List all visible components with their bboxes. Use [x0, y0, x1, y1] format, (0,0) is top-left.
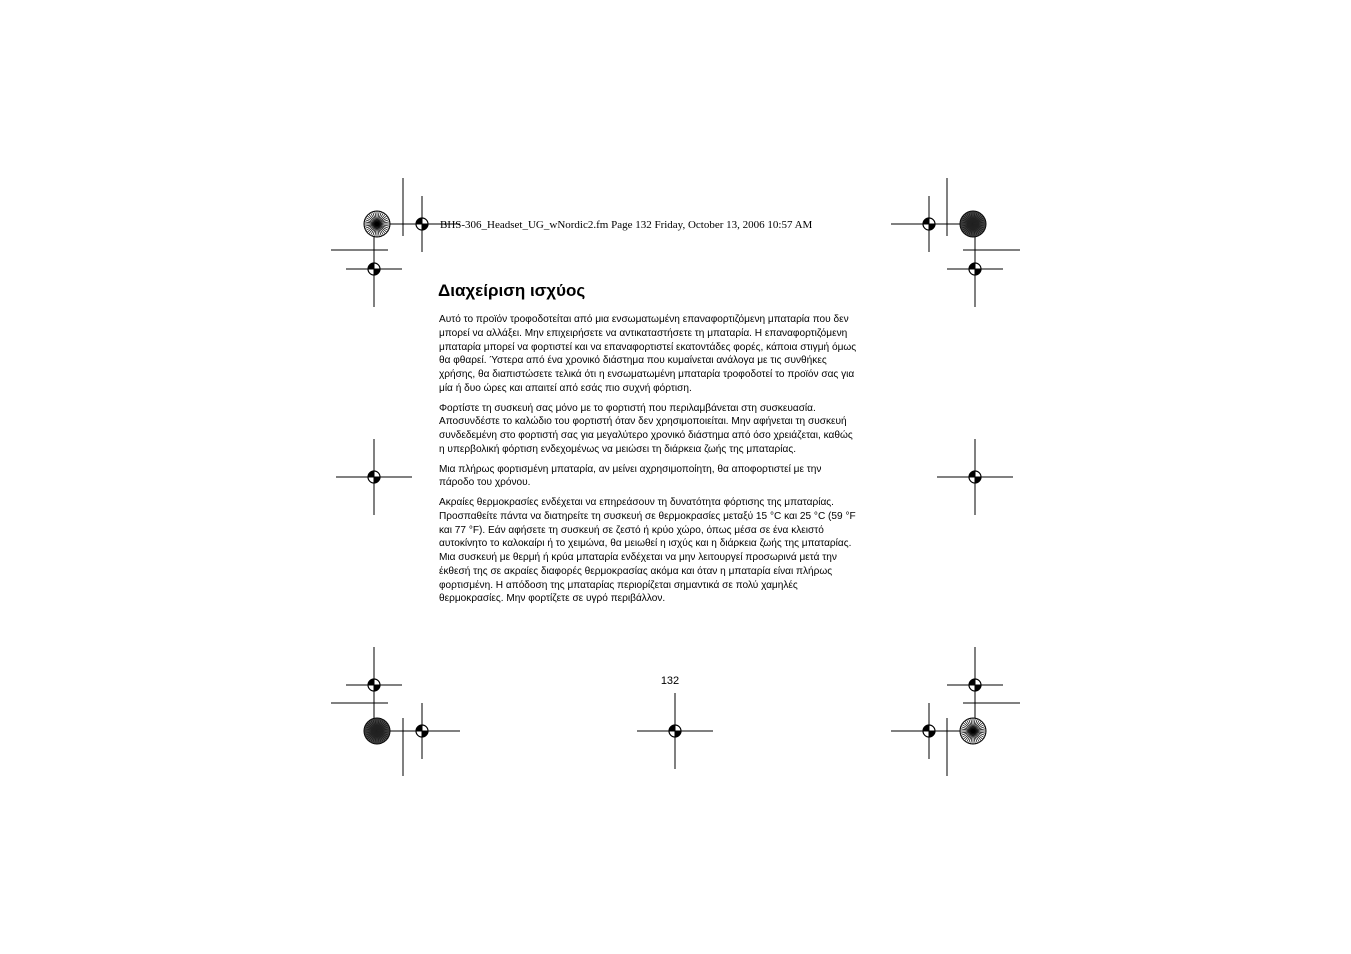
registration-mark-icon	[947, 231, 1003, 307]
text-line: Ακραίες θερμοκρασίες ενδέχεται να επηρεάσουν τη δυνατότητα φόρτισης της μπαταρίας.	[439, 497, 834, 508]
text-line: Μια συσκευή με θερμή ή κρύα μπαταρία ενδέχεται να μην λειτουργεί προσωρινά μετά την	[439, 552, 837, 563]
text-line: μία ή δυο ώρες και απαιτεί από εσάς πιο συχνή φόρτιση.	[439, 382, 692, 394]
paragraph-battery-intro	[439, 313, 903, 396]
registration-mark-icon	[891, 196, 967, 252]
registration-mark-icon	[346, 231, 402, 307]
text-line: μπαταρία μπορεί να φορτιστεί και να επαναφορτιστεί εκατοντάδες φορές, κάποια στιγμή όμως	[439, 341, 857, 353]
text-line: φορτισμένη. Η απόδοση της μπαταρίας περιορίζεται σημαντικά σε πολύ χαμηλές	[439, 579, 798, 591]
text-line: θα φθαρεί. Ύστερα από ένα χρονικό διάστημα που κυμαίνεται ανάλογα με τις συνθήκες	[439, 355, 827, 367]
starburst-mark-icon	[364, 718, 390, 744]
text-line: Προσπαθείτε πάντα να διατηρείτε τη συσκευή σε θερμοκρασίες μεταξύ 15 °C και 25 °C (59 °F	[439, 510, 856, 522]
text-line: Αποσυνδέστε το καλώδιο του φορτιστή όταν δεν χρησιμοποιείται. Μην αφήνεται τη συσκευή	[439, 416, 847, 428]
registration-mark-icon	[937, 439, 1013, 515]
text-line: έκθεσή της σε ακραίες διαφορές θερμοκρασίας ακόμα και όταν η μπαταρία είναι πλήρως	[439, 565, 833, 577]
starburst-mark-icon	[960, 718, 986, 744]
registration-mark-icon	[384, 703, 460, 759]
body-text	[439, 313, 903, 612]
paragraph-temperature	[439, 496, 903, 606]
text-line: Φορτίστε τη συσκευή σας μόνο με το φορτιστή που περιλαμβάνεται στη συσκευασία.	[439, 402, 816, 414]
text-line: συνδεδεμένη στο φορτιστή σας για μεγαλύτερο χρονικό διάστημα από όσο χρειάζεται, καθώς	[439, 430, 853, 441]
text-line: χρήσης, θα διαπιστώσετε τελικά ότι η ενσωματωμένη μπαταρία τροφοδοτεί το προϊόν σας για	[439, 369, 855, 380]
registration-mark-icon	[891, 703, 967, 759]
registration-mark-icon	[947, 647, 1003, 723]
registration-mark-icon	[346, 647, 402, 723]
text-line: Μια πλήρως φορτισμένη μπαταρία, αν μείνει αχρησιμοποίητη, θα αποφορτιστεί με την	[439, 463, 822, 475]
starburst-mark-icon	[364, 211, 390, 237]
text-line: Αυτό το προϊόν τροφοδοτείται από μια ενσωματωμένη επαναφορτιζόμενη μπαταρία που δεν	[439, 314, 849, 325]
registration-mark-icon	[336, 439, 412, 515]
section-title: Διαχείριση ισχύος	[438, 281, 586, 300]
text-line: αυτοκίνητο το καλοκαίρι ή το χειμώνα, θα μειωθεί η ισχύς και η διάρκεια ζωής της μπαταρίας.	[439, 538, 852, 550]
registration-mark-icon	[637, 693, 713, 769]
text-line: πάροδο του χρόνου.	[439, 477, 531, 489]
text-line: και 77 °F). Εάν αφήσετε τη συσκευή σε ζεστό ή κρύο χώρο, όπως μέσα σε ένα κλειστό	[439, 524, 824, 536]
paragraph-self-discharge	[439, 463, 903, 491]
print-header-slug: BHS-306_Headset_UG_wNordic2.fm Page 132 Friday, October 13, 2006 10:57 AM	[440, 219, 813, 231]
text-line: θερμοκρασίες. Μην φορτίζετε σε υγρό περιβάλλον.	[439, 593, 666, 605]
text-line: η υπερβολική φόρτιση ενδεχομένως να μειώσει τη διάρκεια ζωής της μπαταρίας.	[439, 443, 797, 455]
paragraph-charging	[439, 402, 903, 457]
starburst-mark-icon	[960, 211, 986, 237]
page-number: 132	[660, 675, 680, 687]
text-line: μπορεί να αλλάξει. Μην επιχειρήσετε να αντικαταστήσετε τη μπαταρία. Η επαναφορτιζόμενη	[439, 327, 848, 339]
